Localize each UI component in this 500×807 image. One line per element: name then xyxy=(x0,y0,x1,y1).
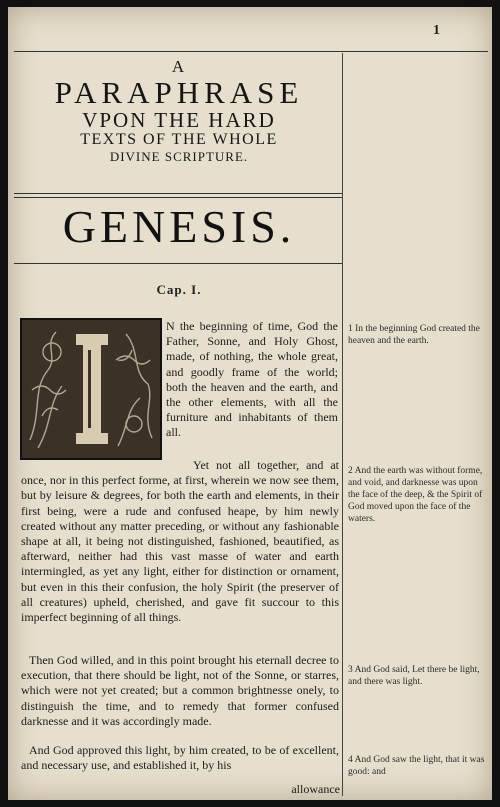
title-line-2: PARAPHRASE xyxy=(54,75,304,110)
paragraph-3: And God approved this light, by him created, to be of excellent, and necessary use, and established it, by his xyxy=(21,743,339,773)
title-rule-top-2 xyxy=(14,197,342,198)
title-rule-top xyxy=(14,193,342,194)
margin-note-verse-2: 2 And the earth was without forme, and void, and darknesse was upon the face of the deep, & the Spirit of God moved upon the face of the waters. xyxy=(348,466,483,524)
book-title: GENESIS. xyxy=(62,201,296,252)
title-block xyxy=(16,57,342,164)
header-rule xyxy=(14,51,488,52)
title-line-1: A xyxy=(171,57,187,76)
title-rule-bottom xyxy=(14,263,342,264)
drop-cap-ornament-icon xyxy=(22,320,160,458)
title-line-5: DIVINE SCRIPTURE. xyxy=(109,149,249,164)
paragraph-2: Then God willed, and in this point brought his eternall decree to execution, that there should be light, not of the Sonne, or starres, which were not yet created; but a common brightnesse onely, to distinguish the time, and to remedy that former confused darknesse and it was accordingly made. xyxy=(21,653,339,728)
margin-note-verse-4: 4 And God saw the light, that it was good: and xyxy=(348,755,485,777)
margin-note-verse-3: 3 And God said, Let there be light, and there was light. xyxy=(348,665,480,687)
page-number: 1 xyxy=(433,23,440,38)
title-line-3: VPON THE HARD xyxy=(82,108,276,132)
book-page xyxy=(8,7,492,800)
paragraph-intro: N the beginning of time, God the Father, Sonne, and Holy Ghost, made, of nothing, the whole great, and goodly frame of the world; both the heaven and the earth, and the other elements, with all the furniture and inhabitants of them all. xyxy=(166,319,338,440)
catchword: allowance xyxy=(291,782,340,796)
margin-note-verse-1: 1 In the beginning God created the heaven and the earth. xyxy=(348,324,480,346)
paragraph-continued: Yet not all together, and at once, nor in this perfect forme, at first, wherein we now see them, but by leisure & degrees, for both the earth and elements, in their first being, were a rude and confused heape, by him newly created without any matter preceding, or without any fashionable shape at all, it being not distinguished, fashioned, beautified, as afterward, neither had this vast masse of water and earth intermingled, as yet any light, either for distinction or ornament, but even in this their confusion, the holy Spirit (the preserver of all creatures) upheld, cherished, and gave fit succour to this imperfect beginning of all things. xyxy=(21,458,339,625)
title-line-4: TEXTS OF THE WHOLE xyxy=(80,131,278,148)
margin-column-rule xyxy=(342,53,343,796)
ornamental-drop-cap xyxy=(20,318,162,460)
chapter-heading: Cap. I. xyxy=(156,282,202,297)
